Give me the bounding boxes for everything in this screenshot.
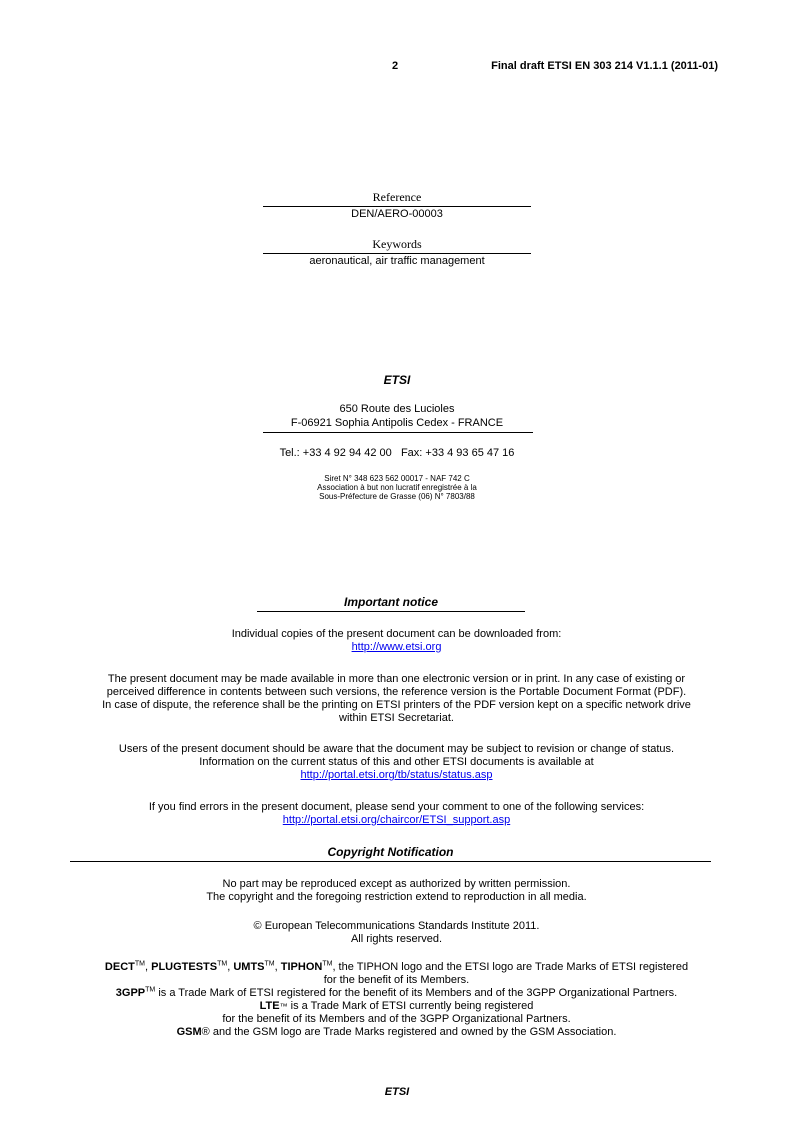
trademark-line-6	[20, 1026, 773, 1039]
document-id: Final draft ETSI EN 303 214 V1.1.1 (2011-01)	[491, 60, 718, 72]
lte-mark: LTE	[259, 1000, 280, 1012]
tm-sup-1: TM	[134, 960, 145, 968]
keywords-value: aeronautical, air traffic management	[309, 255, 485, 267]
support-page-link[interactable]: http://portal.etsi.org/chaircor/ETSI_support.asp	[282, 814, 511, 826]
notice-versions-line-2: perceived difference in contents between such versions, the reference version is the Portable Document Format (PDF).	[106, 686, 687, 698]
footer-etsi: ETSI	[384, 1086, 410, 1098]
reference-rule	[263, 206, 531, 207]
notice-versions-line-1: The present document may be made available in more than one electronic version or in print. In any case of existing or	[107, 673, 686, 685]
lte-tm: ™	[279, 1002, 288, 1011]
reference-label: Reference	[372, 190, 422, 204]
copyright-line-2: The copyright and the foregoing restriction extend to reproduction in all media.	[206, 891, 587, 903]
tm-sup-4: TM	[322, 960, 333, 968]
notice-status-line-1: Users of the present document should be aware that the document may be subject to revision or change of status.	[118, 743, 675, 755]
copyright-line-4: All rights reserved.	[350, 933, 443, 945]
gsm-mark: GSM	[176, 1026, 202, 1038]
address-line-2: F-06921 Sophia Antipolis Cedex - FRANCE	[290, 417, 504, 429]
address-rule	[263, 432, 533, 433]
tm-sup-5: TM	[145, 986, 156, 994]
copyright-line-1: No part may be reproduced except as authorized by written permission.	[222, 878, 571, 890]
trademark-line-4	[20, 1000, 773, 1013]
tm-sep-1: ,	[144, 961, 152, 973]
tm-sep-2: ,	[227, 961, 234, 973]
tm-sup-2: TM	[217, 960, 228, 968]
tel-fax: Tel.: +33 4 92 94 42 00 Fax: +33 4 93 65 47 16	[279, 447, 515, 459]
siret-line-3: Sous-Préfecture de Grasse (06) N° 7803/88	[319, 492, 475, 501]
etsi-org-name: ETSI	[383, 373, 411, 387]
siret-line-1: Siret N° 348 623 562 00017 - NAF 742 C	[324, 474, 470, 483]
siret-line-2: Association à but non lucratif enregistrée à la	[317, 483, 477, 492]
copyright-line-3: © European Telecommunications Standards Institute 2011.	[253, 920, 540, 932]
tm-sup-3: TM	[264, 960, 275, 968]
notice-link-status[interactable]	[30, 769, 763, 782]
important-notice-title: Important notice	[343, 595, 438, 609]
status-page-link[interactable]: http://portal.etsi.org/tb/status/status.asp	[300, 769, 493, 781]
page-number: 2	[392, 60, 399, 72]
notice-versions-line-4: within ETSI Secretariat.	[339, 712, 454, 724]
etsi-website-link[interactable]: http://www.etsi.org	[351, 641, 442, 653]
trademark-line-1	[20, 961, 773, 974]
umts-mark: UMTS	[233, 961, 265, 973]
dect-mark: DECT	[104, 961, 135, 973]
trademark-line-6-rest: ® and the GSM logo are Trade Marks registered and owned by the GSM Association.	[201, 1026, 617, 1038]
notice-errors-text: If you find errors in the present document, please send your comment to one of the following services:	[148, 801, 645, 813]
address-line-1: 650 Route des Lucioles	[339, 403, 455, 415]
notice-versions-line-3: In case of dispute, the reference shall be the printing on ETSI printers of the PDF version kept on a specific network drive	[102, 699, 691, 711]
keywords-rule	[263, 253, 531, 254]
notice-link-etsi[interactable]	[60, 641, 733, 654]
reference-value: DEN/AERO-00003	[351, 208, 443, 220]
notice-download-text: Individual copies of the present document can be downloaded from:	[231, 628, 562, 640]
trademark-line-3	[20, 987, 773, 1000]
trademark-line-1-rest: , the TIPHON logo and the ETSI logo are Trade Marks of ETSI registered	[332, 961, 689, 973]
3gpp-mark: 3GPP	[115, 987, 146, 999]
trademark-line-5: for the benefit of its Members and of the 3GPP Organizational Partners.	[222, 1013, 571, 1025]
copyright-rule	[70, 861, 711, 862]
tiphon-mark: TIPHON	[280, 961, 323, 973]
trademark-line-2: for the benefit of its Members.	[323, 974, 470, 986]
notice-link-support[interactable]	[30, 814, 763, 827]
plugtests-mark: PLUGTESTS	[151, 961, 218, 973]
trademark-line-4-rest: is a Trade Mark of ETSI currently being registered	[287, 1000, 534, 1012]
trademark-line-3-rest: is a Trade Mark of ETSI registered for the benefit of its Members and of the 3GPP Organizational Partners.	[155, 987, 678, 999]
important-notice-rule	[257, 611, 525, 612]
tm-sep-3: ,	[274, 961, 281, 973]
copyright-title: Copyright Notification	[327, 845, 454, 859]
notice-status-line-2: Information on the current status of this and other ETSI documents is available at	[199, 756, 594, 768]
keywords-label: Keywords	[372, 237, 422, 251]
